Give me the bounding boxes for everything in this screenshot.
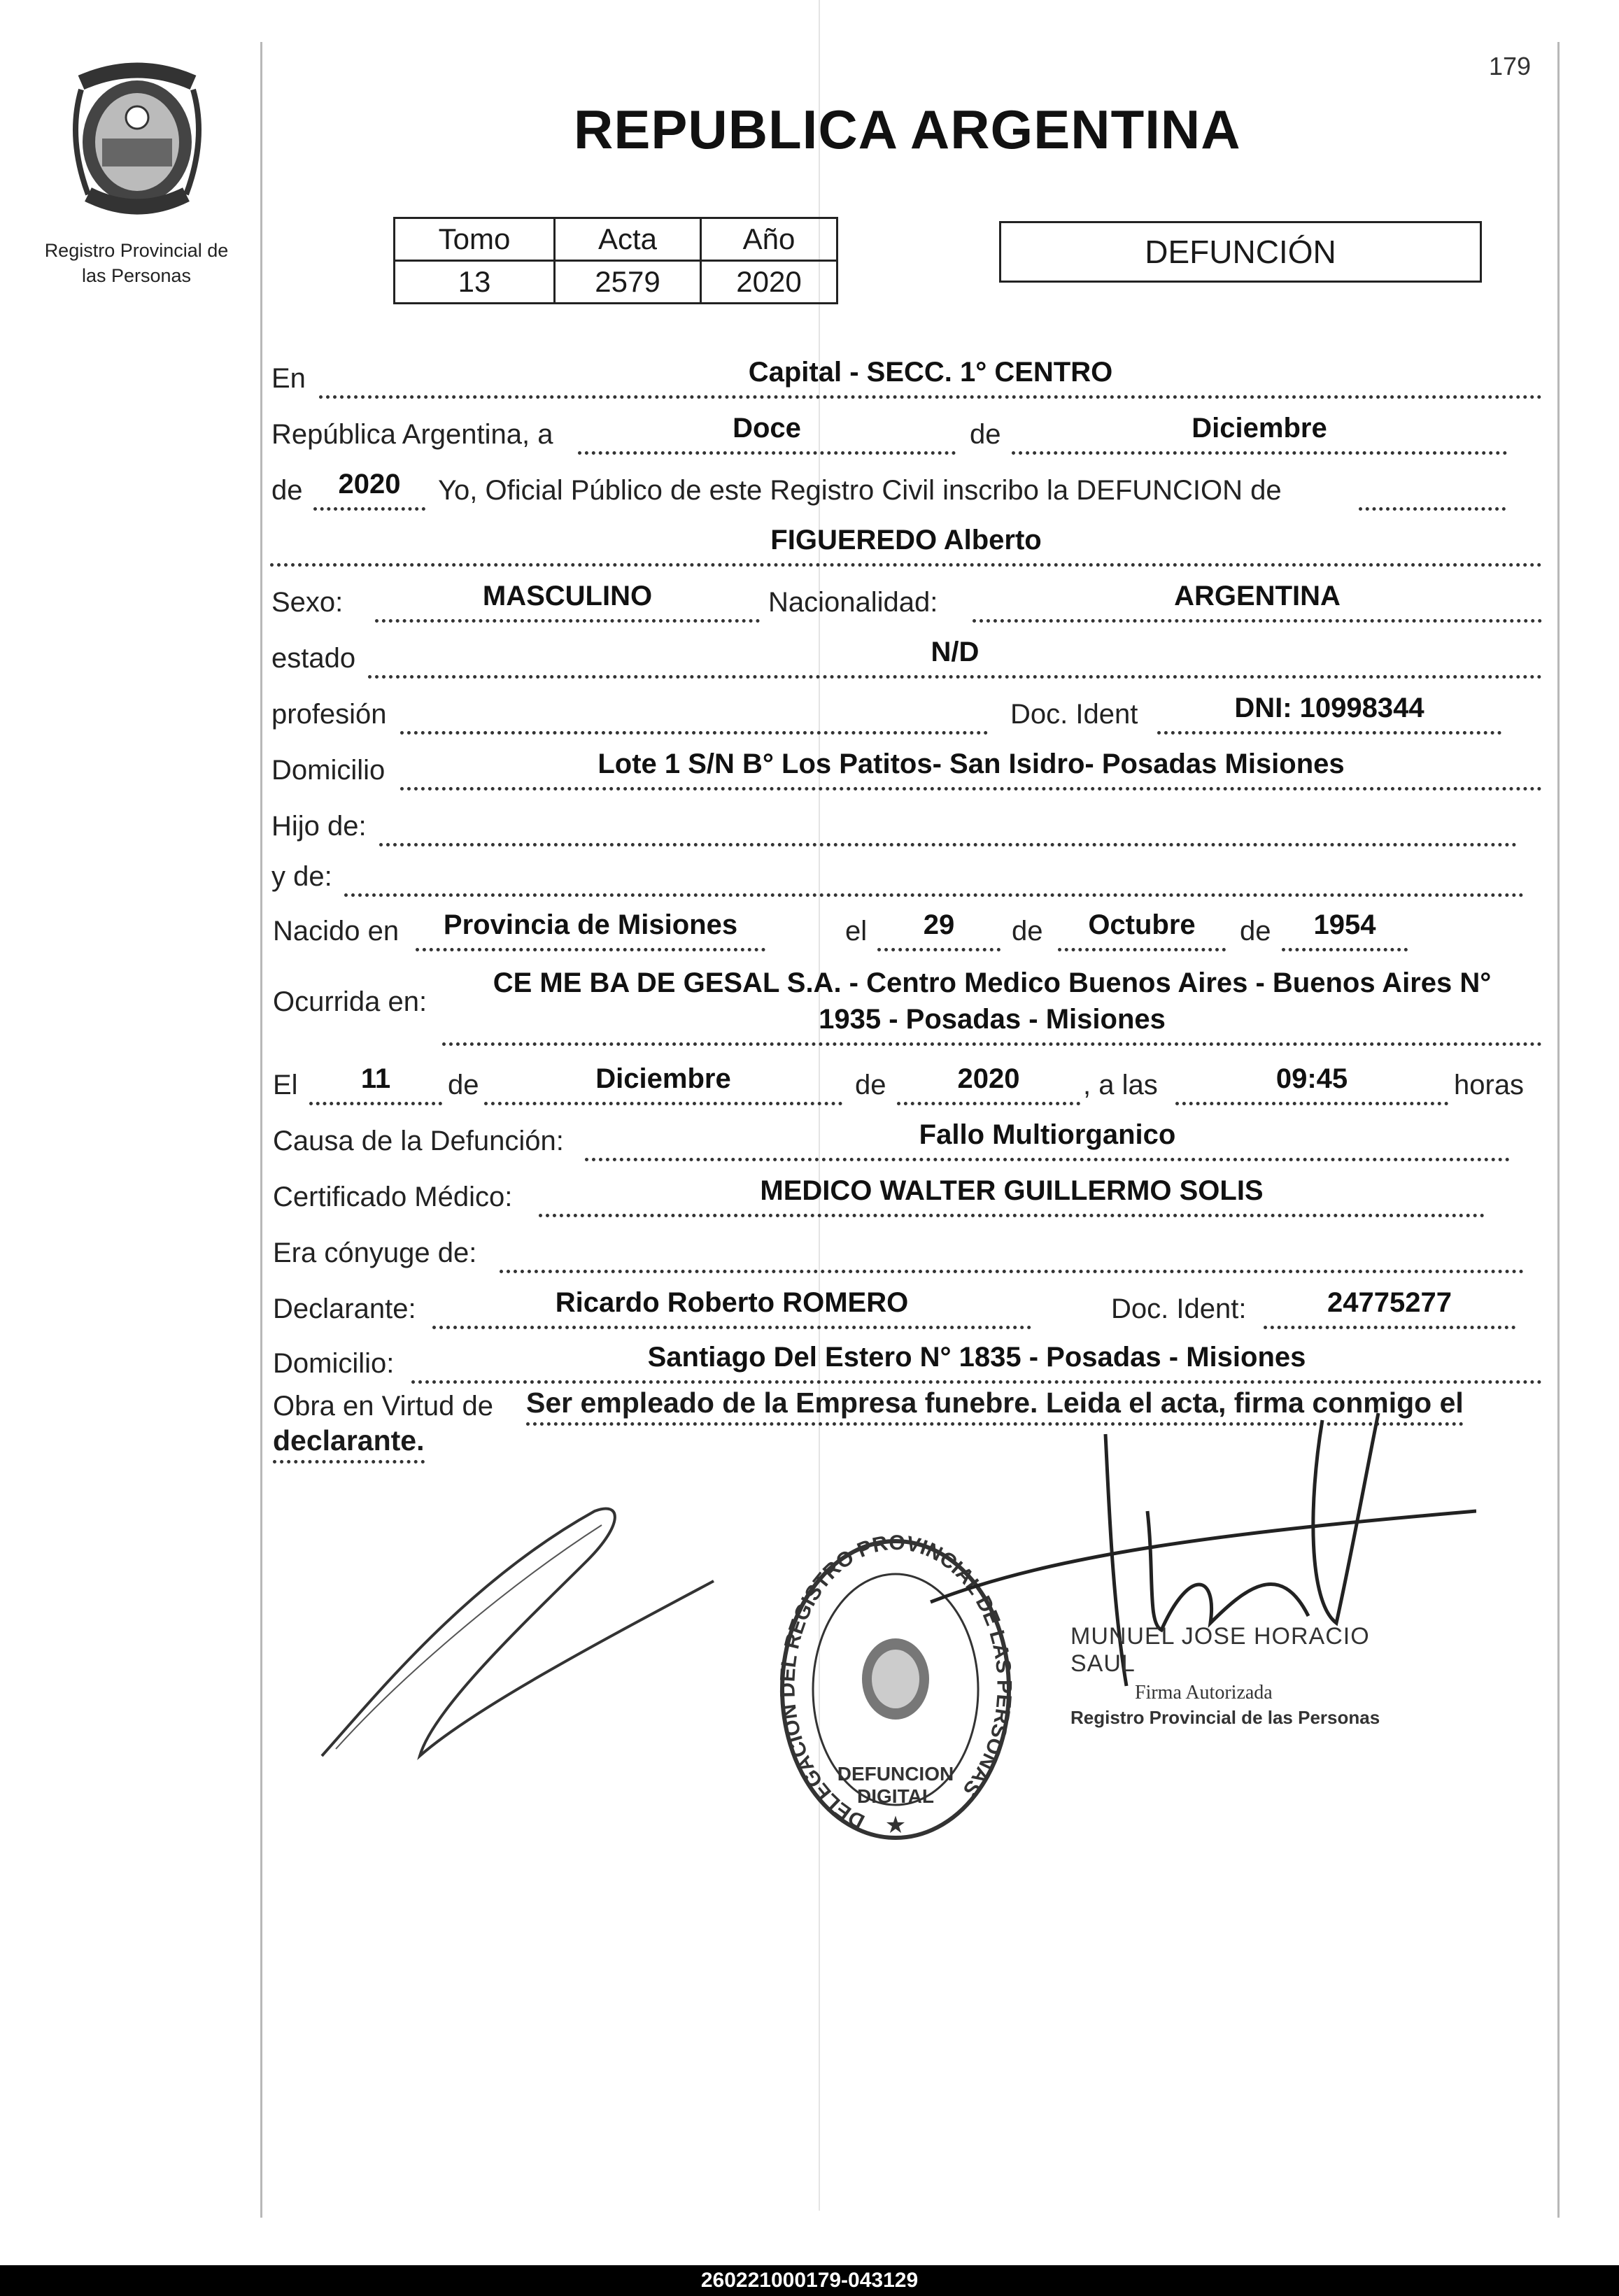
field-causa bbox=[585, 1116, 1510, 1161]
table-header: Tomo bbox=[395, 218, 555, 261]
value-domicilio: Lote 1 S/N B° Los Patitos- San Isidro- Posadas Misiones bbox=[598, 749, 1345, 779]
signatory-name: MUNUEL JOSE HORACIO SAUL bbox=[1070, 1623, 1370, 1677]
field-intro-tail bbox=[1359, 465, 1506, 511]
row-deceased bbox=[270, 525, 1542, 567]
field-y-de bbox=[344, 851, 1524, 897]
value-nacionalidad: ARGENTINA bbox=[1174, 581, 1341, 611]
row-ocurrida bbox=[270, 955, 1542, 1046]
field-death-month bbox=[484, 1060, 842, 1105]
value-doc-ident: DNI: 10998344 bbox=[1234, 693, 1424, 723]
table-row bbox=[395, 261, 837, 304]
field-estado bbox=[368, 633, 1542, 679]
field-death-time bbox=[1175, 1060, 1448, 1105]
field-domicilio bbox=[400, 745, 1542, 791]
field-birth-day bbox=[877, 906, 1001, 951]
label-en: En bbox=[271, 363, 306, 394]
row-declarante bbox=[270, 1287, 1542, 1329]
label-hijo: Hijo de: bbox=[271, 811, 367, 842]
value-sexo: MASCULINO bbox=[482, 581, 653, 611]
label-domicilio: Domicilio bbox=[271, 755, 386, 786]
declarant-signature bbox=[294, 1497, 728, 1777]
row-sexo bbox=[270, 581, 1542, 623]
label-de: de bbox=[970, 419, 1001, 450]
label-doc-ident: Doc. Ident bbox=[1010, 699, 1138, 730]
label-ocurrida: Ocurrida en: bbox=[273, 986, 427, 1017]
field-birthplace bbox=[416, 906, 765, 951]
document-title: REPUBLICA ARGENTINA bbox=[574, 99, 1241, 160]
row-estado bbox=[270, 637, 1542, 679]
value-causa: Fallo Multiorganico bbox=[919, 1119, 1176, 1150]
label-de-fecha-2: de bbox=[855, 1070, 886, 1100]
province-seal-icon bbox=[60, 62, 214, 215]
table-cell: 13 bbox=[395, 261, 555, 304]
value-en: Capital - SECC. 1° CENTRO bbox=[748, 357, 1113, 388]
scan-edge-right bbox=[1557, 42, 1560, 2218]
field-profesion bbox=[400, 689, 988, 735]
field-conyuge bbox=[500, 1228, 1524, 1273]
registry-table bbox=[393, 217, 838, 304]
seal-caption-line2: las Personas bbox=[81, 265, 192, 286]
row-intro bbox=[270, 469, 1542, 511]
value-declarante: Ricardo Roberto ROMERO bbox=[555, 1287, 909, 1318]
label-obra: Obra en Virtud de bbox=[273, 1391, 494, 1422]
value-domicilio-declarante: Santiago Del Estero N° 1835 - Posadas - Misiones bbox=[647, 1342, 1306, 1373]
field-declarante bbox=[432, 1284, 1031, 1329]
row-en bbox=[270, 357, 1542, 399]
field-ocurrida bbox=[442, 951, 1542, 1046]
label-causa: Causa de la Defunción: bbox=[273, 1126, 564, 1156]
value-ocurrida-line1: CE ME BA DE GESAL S.A. - Centro Medico Buenos Aires - Buenos Aires N° bbox=[493, 968, 1492, 998]
label-conyuge: Era cónyuge de: bbox=[273, 1238, 477, 1268]
table-cell: 2020 bbox=[701, 261, 837, 304]
field-death-year bbox=[897, 1060, 1080, 1105]
label-certificado: Certificado Médico: bbox=[273, 1182, 513, 1212]
label-estado: estado bbox=[271, 643, 356, 674]
row-certificado bbox=[270, 1175, 1542, 1217]
stamp-ring-path: DELEGACION DEL REGISTRO PROVINCIAL DE LAS PERSONAS bbox=[777, 1532, 1014, 1834]
label-republica: República Argentina, a bbox=[271, 419, 553, 450]
value-birthplace: Provincia de Misiones bbox=[443, 909, 738, 940]
value-year: 2020 bbox=[338, 469, 401, 499]
label-profesion: profesión bbox=[271, 699, 387, 730]
seal-caption bbox=[28, 238, 245, 288]
value-birth-day: 29 bbox=[923, 909, 955, 940]
scan-barcode-text: 260221000179-043129 bbox=[0, 2265, 1619, 2296]
value-death-day: 11 bbox=[360, 1063, 391, 1094]
value-month: Diciembre bbox=[1192, 413, 1327, 444]
value-obra-line1: Ser empleado de la Empresa funebre. Leida el acta, firma conmigo el bbox=[526, 1387, 1464, 1426]
scan-edge-left bbox=[260, 42, 262, 2218]
record-type-box: DEFUNCIÓN bbox=[999, 221, 1482, 283]
row-hijo bbox=[270, 805, 1542, 846]
value-doc-declarante: 24775277 bbox=[1327, 1287, 1452, 1318]
signatory-office: Registro Provincial de las Personas bbox=[1070, 1707, 1380, 1728]
fold-line bbox=[819, 0, 820, 2211]
label-el: el bbox=[845, 916, 868, 947]
svg-text:★: ★ bbox=[884, 1812, 907, 1838]
field-doc-declarante bbox=[1264, 1284, 1515, 1329]
label-alas: , a las bbox=[1083, 1070, 1158, 1100]
field-doc-ident bbox=[1157, 689, 1501, 735]
label-horas: horas bbox=[1454, 1070, 1525, 1100]
field-year bbox=[313, 465, 425, 511]
value-obra-line2: declarante. bbox=[273, 1424, 425, 1464]
value-estado: N/D bbox=[931, 637, 980, 667]
field-deceased bbox=[270, 521, 1542, 567]
field-nacionalidad bbox=[973, 577, 1542, 623]
field-hijo bbox=[379, 801, 1517, 846]
field-death-day bbox=[309, 1060, 442, 1105]
value-birth-month: Octubre bbox=[1088, 909, 1196, 940]
table-header: Año bbox=[701, 218, 837, 261]
field-birth-year bbox=[1282, 906, 1408, 951]
label-de-year: de bbox=[271, 475, 303, 506]
label-de-fecha-1: de bbox=[448, 1070, 479, 1100]
row-domicilio bbox=[270, 749, 1542, 791]
stamp-inner-text: DEFUNCION DIGITAL bbox=[837, 1763, 954, 1807]
row-republica bbox=[270, 413, 1542, 455]
field-sexo bbox=[375, 577, 760, 623]
table-header-row bbox=[395, 218, 837, 261]
field-certificado bbox=[539, 1172, 1485, 1217]
row-nacido bbox=[270, 909, 1542, 951]
label-nacionalidad: Nacionalidad: bbox=[768, 587, 938, 618]
seal-caption-line1: Registro Provincial de bbox=[44, 240, 229, 261]
label-el-fecha: El bbox=[273, 1070, 298, 1100]
field-day bbox=[578, 409, 956, 455]
province-seal bbox=[60, 62, 214, 215]
value-death-month: Diciembre bbox=[595, 1063, 731, 1094]
label-de-birth-2: de bbox=[1240, 916, 1271, 947]
row-conyuge bbox=[270, 1231, 1542, 1273]
value-ocurrida-line2: 1935 - Posadas - Misiones bbox=[819, 1004, 1166, 1035]
label-sexo: Sexo: bbox=[271, 587, 344, 618]
row-y-de bbox=[270, 855, 1542, 897]
value-birth-year: 1954 bbox=[1313, 909, 1376, 940]
table-cell: 2579 bbox=[555, 261, 701, 304]
row-profesion bbox=[270, 693, 1542, 735]
value-certificado: MEDICO WALTER GUILLERMO SOLIS bbox=[760, 1175, 1264, 1206]
signatory-block bbox=[1070, 1623, 1434, 1729]
row-causa bbox=[270, 1119, 1542, 1161]
value-death-time: 09:45 bbox=[1275, 1063, 1348, 1094]
table-header: Acta bbox=[555, 218, 701, 261]
label-declarante: Declarante: bbox=[273, 1294, 416, 1324]
label-de-birth-1: de bbox=[1012, 916, 1043, 947]
label-doc-declarante: Doc. Ident: bbox=[1111, 1294, 1247, 1324]
label-y-de: y de: bbox=[271, 861, 332, 892]
field-birth-month bbox=[1058, 906, 1226, 951]
field-month bbox=[1012, 409, 1507, 455]
label-nacido: Nacido en bbox=[273, 916, 400, 947]
intro-text: Yo, Oficial Público de este Registro Civil inscribo la DEFUNCION de bbox=[438, 475, 1282, 506]
row-fecha bbox=[270, 1063, 1542, 1105]
value-deceased: FIGUEREDO Alberto bbox=[770, 525, 1042, 555]
value-death-year: 2020 bbox=[957, 1063, 1020, 1094]
value-day: Doce bbox=[733, 413, 801, 444]
signatory-role: Firma Autorizada bbox=[1135, 1682, 1273, 1703]
field-en bbox=[319, 353, 1542, 399]
page-number: 179 bbox=[1489, 52, 1532, 80]
label-domicilio-declarante: Domicilio: bbox=[273, 1348, 395, 1379]
